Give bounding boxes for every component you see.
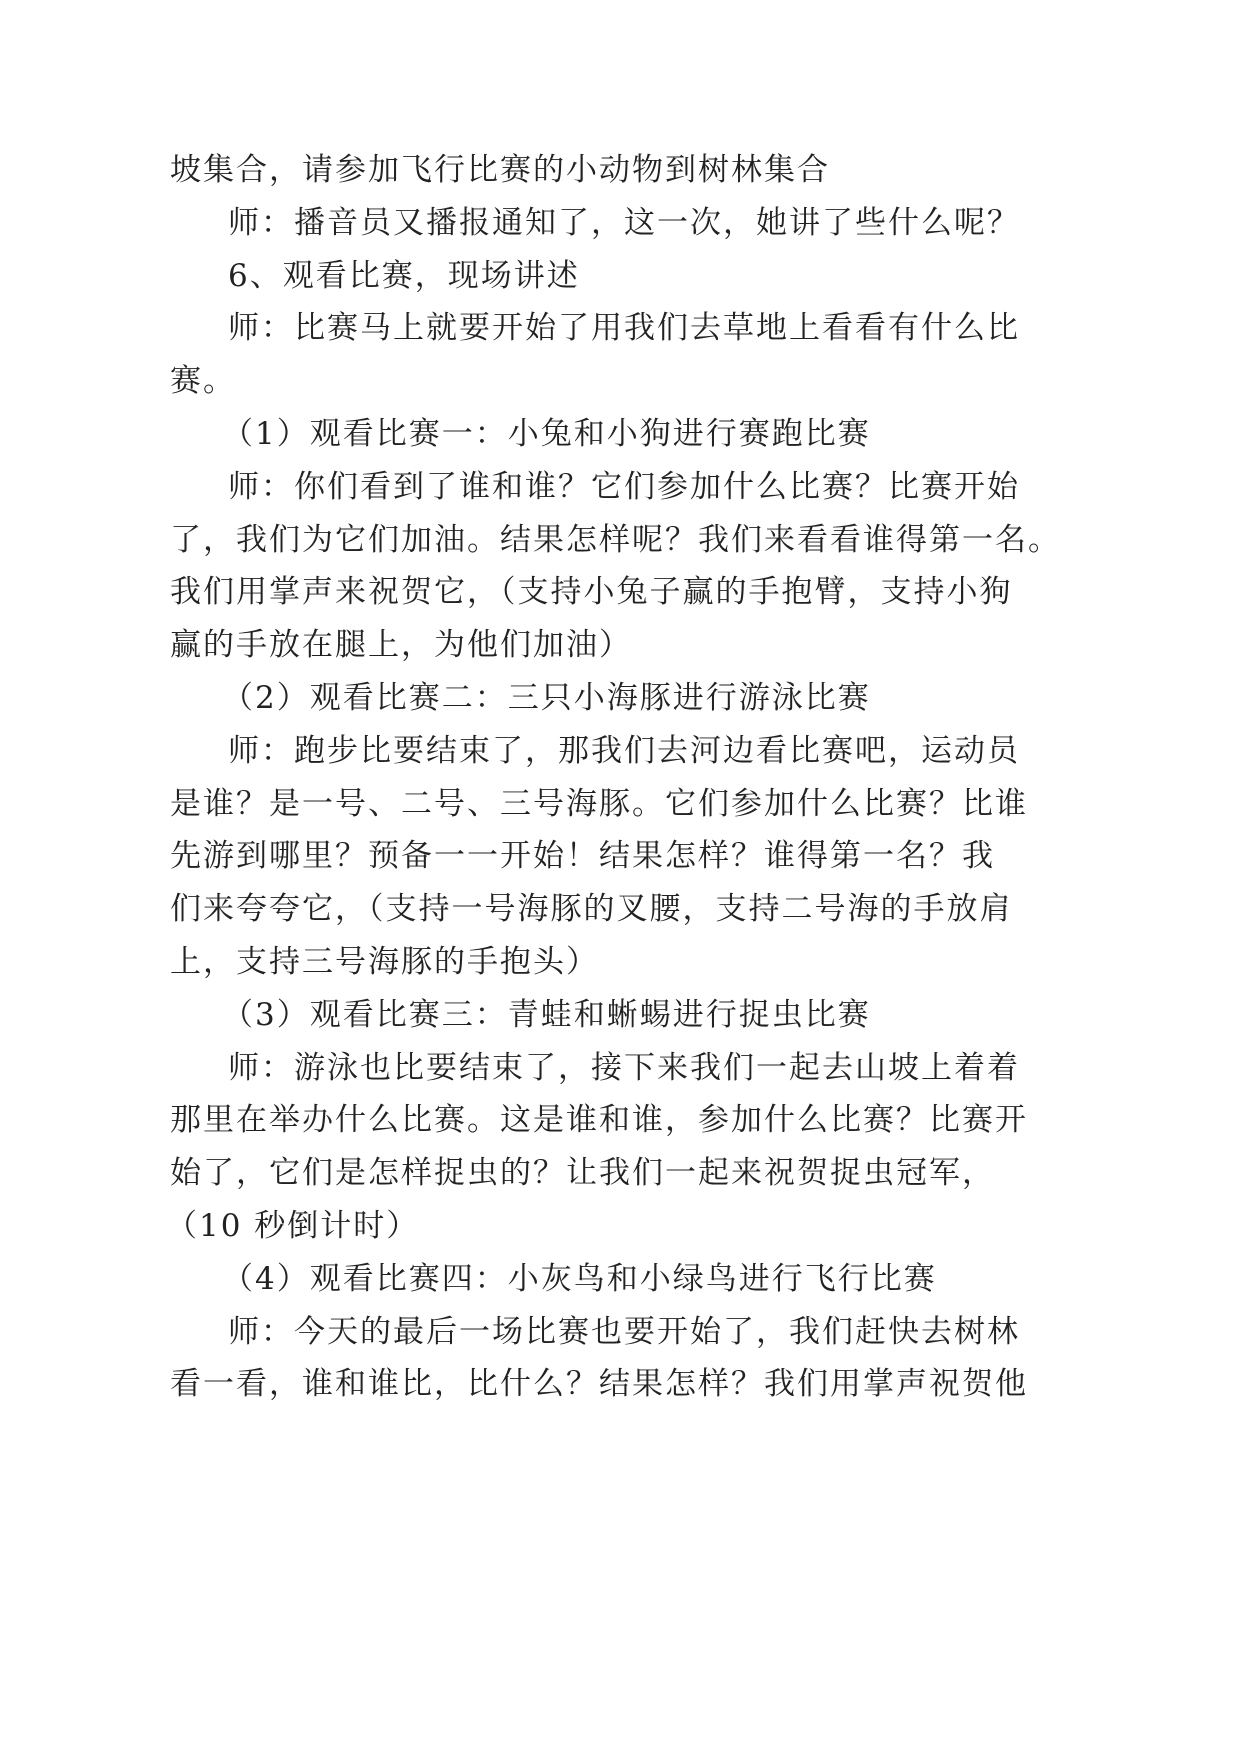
paragraph-line: 赢的手放在腿上，为他们加油） bbox=[170, 627, 632, 664]
paragraph-line: 那里在举办什么比赛。这是谁和谁，参加什么比赛？比赛开 bbox=[170, 1102, 1028, 1139]
paragraph-line: 师：游泳也比要结束了，接下来我们一起去山坡上着着 bbox=[228, 1049, 1020, 1086]
paragraph-line: 我们用掌声来祝贺它，（支持小兔子赢的手抱臂，支持小狗 bbox=[170, 574, 1013, 611]
paragraph-line: （1）观看比赛一：小兔和小狗进行赛跑比赛 bbox=[222, 416, 871, 452]
paragraph-line: 了，我们为它们加油。结果怎样呢？我们来看看谁得第一名。 bbox=[170, 521, 1061, 558]
paragraph-line: 先游到哪里？预备一一开始！结果怎样？谁得第一名？我 bbox=[170, 838, 995, 875]
paragraph-line: 师：比赛马上就要开始了用我们去草地上看看有什么比 bbox=[228, 310, 1020, 347]
paragraph-line: （4）观看比赛四：小灰鸟和小绿鸟进行飞行比赛 bbox=[222, 1260, 937, 1297]
paragraph-line: 师：你们看到了谁和谁？它们参加什么比赛？比赛开始 bbox=[228, 468, 1020, 505]
paragraph-line: 始了，它们是怎样捉虫的？让我们一起来祝贺捉虫冠军， bbox=[170, 1155, 995, 1192]
paragraph-line: 师：跑步比要结束了，那我们去河边看比赛吧，运动员 bbox=[228, 732, 1020, 769]
paragraph-line: 6、观看比赛，现场讲述 bbox=[228, 257, 580, 294]
paragraph-line: 坡集合，请参加飞行比赛的小动物到树林集合 bbox=[170, 152, 830, 188]
paragraph-line: （2）观看比赛二：三只小海豚进行游泳比赛 bbox=[222, 680, 871, 716]
paragraph-line: 是谁？是一号、二号、三号海豚。它们参加什么比赛？比谁 bbox=[170, 785, 1028, 822]
paragraph-line: 师：今天的最后一场比赛也要开始了，我们赶快去树林 bbox=[228, 1313, 1020, 1350]
paragraph-line: （3）观看比赛三：青蛙和蜥蜴进行捉虫比赛 bbox=[222, 996, 871, 1033]
paragraph-line: 们来夸夸它，（支持一号海豚的叉腰，支持二号海的手放肩 bbox=[170, 891, 1013, 928]
paragraph-line: 看一看，谁和谁比，比什么？结果怎样？我们用掌声祝贺他 bbox=[170, 1366, 1028, 1403]
paragraph-line: 师：播音员又播报通知了，这一次，她讲了些什么呢？ bbox=[228, 204, 1020, 241]
paragraph-line: 上，支持三号海豚的手抱头） bbox=[170, 944, 599, 980]
paragraph-line: （10 秒倒计时） bbox=[166, 1208, 420, 1244]
paragraph-line: 赛。 bbox=[170, 363, 236, 400]
